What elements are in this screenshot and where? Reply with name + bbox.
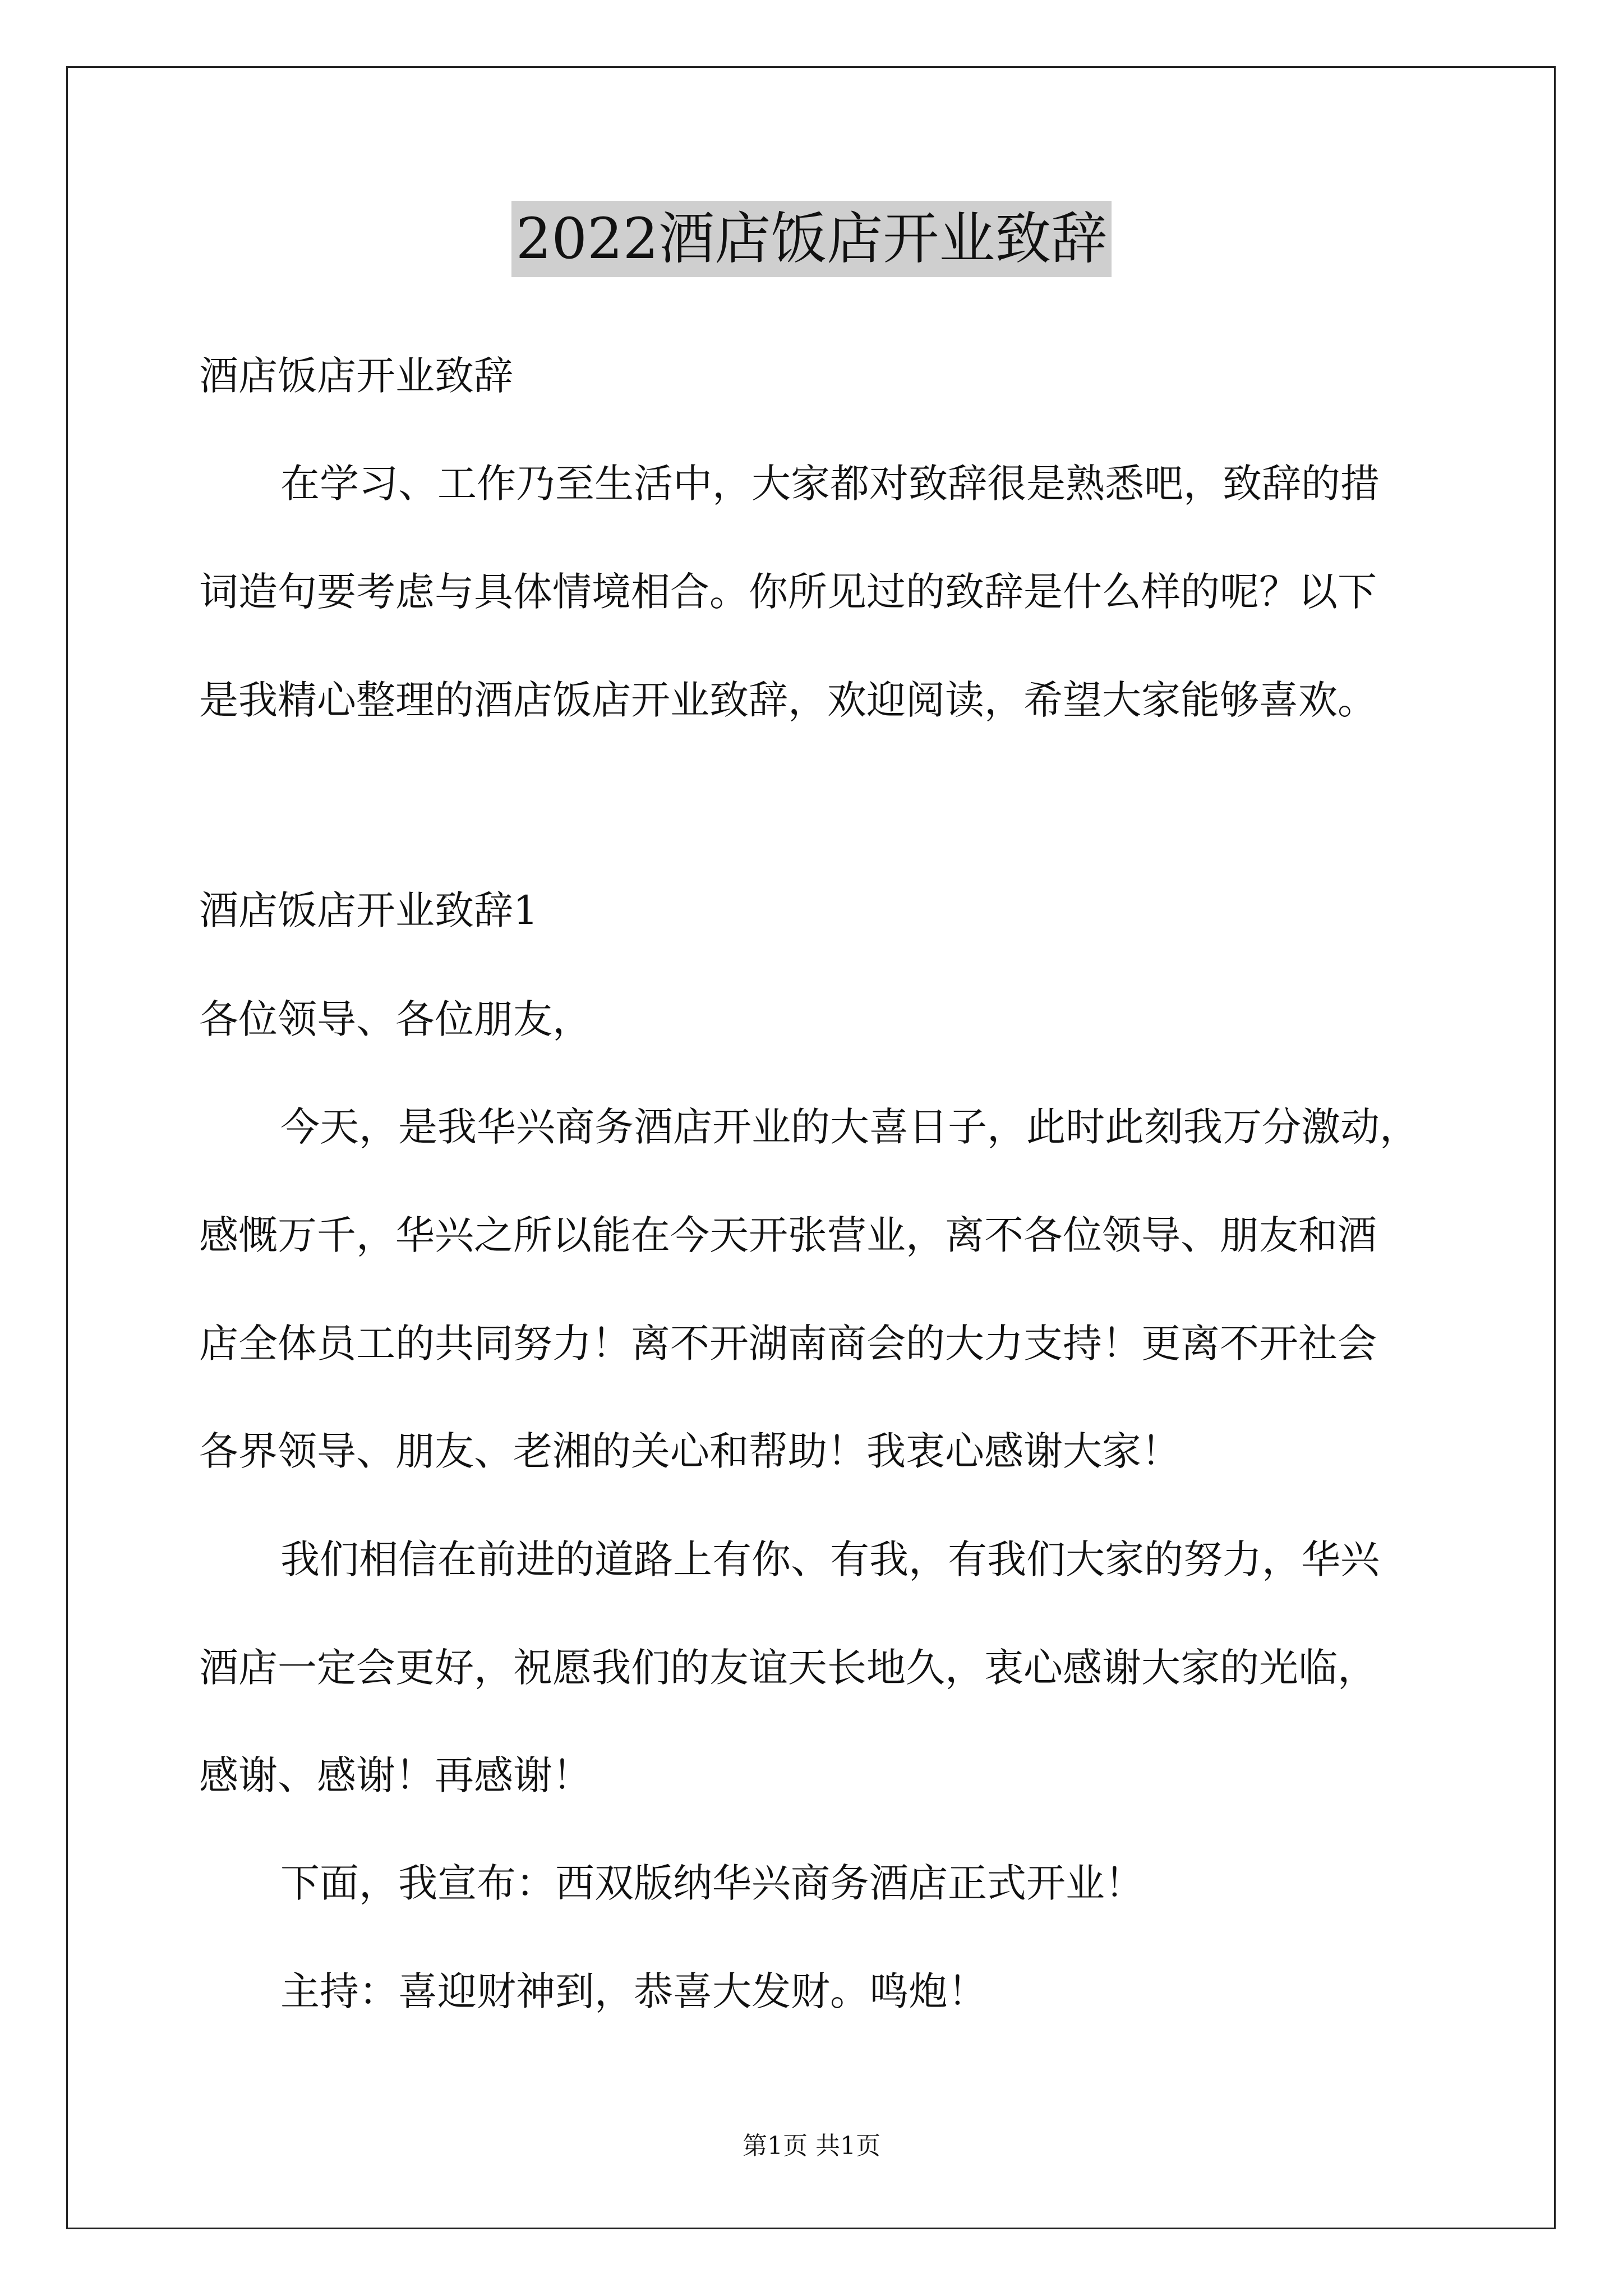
paragraph-line: 在学习、工作乃至生活中，大家都对致辞很是熟悉吧，致辞的措 — [280, 461, 1380, 507]
paragraph-line: 我们相信在前进的道路上有你、有我，有我们大家的努力，华兴 — [280, 1536, 1380, 1582]
page-footer: 第1页 共1页 — [743, 2132, 880, 2160]
document-title: 2022酒店饭店开业致辞 — [511, 201, 1112, 277]
paragraph-line: 主持：喜迎财神到，恭喜大发财。鸣炮！ — [280, 1968, 987, 2014]
subtitle-line: 酒店饭店开业致辞 — [199, 353, 513, 399]
paragraph-line: 是我精心整理的酒店饭店开业致辞，欢迎阅读，希望大家能够喜欢。 — [199, 677, 1377, 723]
paragraph-line: 各界领导、朋友、老湘的关心和帮助！我衷心感谢大家！ — [199, 1428, 1181, 1474]
section-heading: 酒店饭店开业致辞1 — [199, 887, 538, 933]
paragraph-line: 感谢、感谢！再感谢！ — [199, 1752, 592, 1798]
paragraph-line: 酒店一定会更好，祝愿我们的友谊天长地久，衷心感谢大家的光临， — [199, 1645, 1377, 1691]
paragraph-line: 下面，我宣布：西双版纳华兴商务酒店正式开业！ — [280, 1860, 1144, 1906]
paragraph-line: 今天，是我华兴商务酒店开业的大喜日子，此时此刻我万分激动， — [280, 1104, 1419, 1150]
paragraph-line: 店全体员工的共同努力！离不开湖南商会的大力支持！更离不开社会 — [199, 1320, 1377, 1366]
title-container — [0, 201, 1623, 277]
paragraph-line: 感慨万千，华兴之所以能在今天开张营业，离不各位领导、朋友和酒 — [199, 1212, 1377, 1258]
salutation-line: 各位领导、各位朋友， — [199, 996, 592, 1042]
paragraph-line: 词造句要考虑与具体情境相合。你所见过的致辞是什么样的呢？以下 — [199, 569, 1377, 615]
